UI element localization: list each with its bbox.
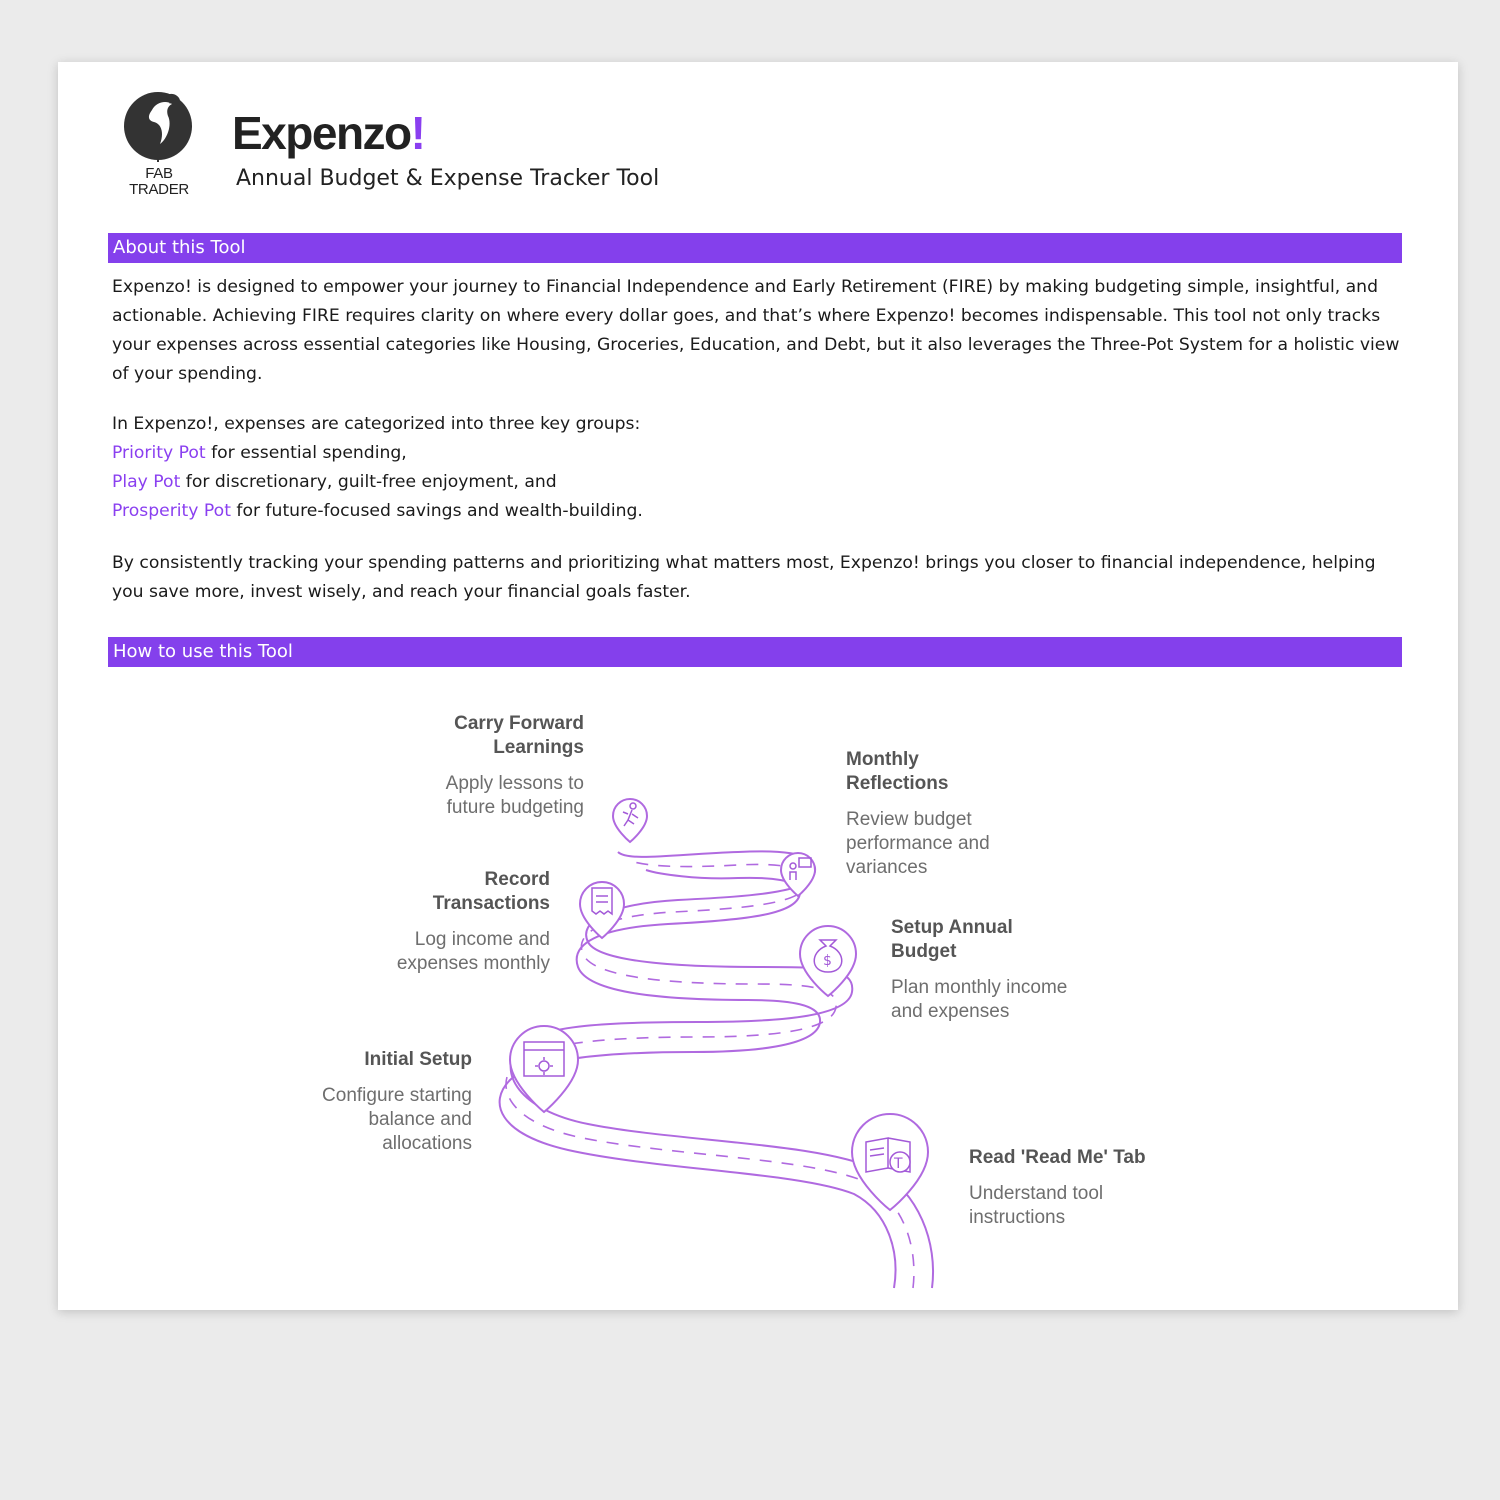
pot-desc: for future-focused savings and wealth-building.	[230, 501, 643, 521]
step-desc: Configure starting	[322, 1085, 472, 1106]
step-title: Initial Setup	[364, 1049, 472, 1070]
document-page	[58, 62, 1458, 1310]
step-carry-forward	[388, 712, 584, 820]
step-desc: Plan monthly income	[891, 977, 1068, 998]
page-subtitle: Annual Budget & Expense Tracker Tool	[236, 166, 660, 191]
step-desc: expenses monthly	[396, 953, 550, 974]
step-setup-annual-budget	[891, 916, 1131, 1024]
step-desc: future budgeting	[446, 797, 584, 818]
pot-name: Prosperity Pot	[112, 501, 231, 521]
step-title: Reflections	[846, 773, 949, 794]
pot-desc: for discretionary, guilt-free enjoyment, and	[180, 472, 557, 492]
about-intro-paragraph: Expenzo! is designed to empower your journey to Financial Independence and Early Retirement (FIRE) by making budgeting simple, insightful, and actionable. Achieving FIRE requires clarity on where every dollar goes, and that’s where Expenzo! becomes indispensable. This tool not only tracks your expenses across essential categories like Housing, Groceries, Education, and Debt, but it also leverages the Three-Pot System for a holistic view of your spending.	[112, 277, 1400, 384]
step-desc: variances	[846, 857, 928, 878]
step-desc: and expenses	[891, 1001, 1010, 1022]
pot-name: Priority Pot	[112, 443, 206, 463]
brand-exclamation: !	[410, 107, 425, 159]
step-title: Budget	[891, 941, 957, 962]
pot-desc: for essential spending,	[205, 443, 407, 463]
logo-text-trader: TRADER	[129, 181, 189, 198]
howto-section-heading: How to use this Tool	[108, 637, 1402, 667]
step-desc: allocations	[382, 1133, 472, 1154]
step-desc: Review budget	[846, 809, 972, 830]
step-title: Carry Forward	[454, 713, 584, 734]
step-initial-setup	[272, 1048, 472, 1156]
logo-text-fab: FAB	[145, 165, 173, 182]
about-closing-paragraph: By consistently tracking your spending patterns and prioritizing what matters most, Expenzo! brings you closer to financial independence, helping you save more, invest wisely, and reach your financial goals faster.	[112, 553, 1376, 602]
step-desc: Understand tool	[969, 1183, 1104, 1204]
step-read-me-tab	[969, 1146, 1209, 1230]
step-title: Record	[484, 869, 550, 890]
step-title: Setup Annual	[891, 917, 1013, 938]
step-title: Read 'Read Me' Tab	[969, 1147, 1146, 1168]
step-desc: performance and	[846, 833, 990, 854]
step-title: Learnings	[493, 737, 584, 758]
about-section-heading: About this Tool	[108, 233, 1402, 263]
step-title: Monthly	[846, 749, 919, 770]
step-desc: Apply lessons to	[445, 773, 584, 794]
step-desc: instructions	[969, 1207, 1066, 1228]
groups-intro: In Expenzo!, expenses are categorized into three key groups:	[112, 414, 641, 434]
brand-name: Expenzo	[232, 107, 411, 159]
step-title: Transactions	[432, 893, 550, 914]
pot-name: Play Pot	[112, 472, 181, 492]
svg-text:T: T	[894, 1156, 903, 1172]
step-monthly-reflections	[846, 748, 1066, 880]
step-record-transactions	[348, 868, 550, 976]
step-desc: balance and	[368, 1109, 472, 1130]
roadmap-illustration	[58, 62, 1458, 1310]
svg-text:$: $	[823, 953, 832, 969]
step-desc: Log income and	[414, 929, 550, 950]
